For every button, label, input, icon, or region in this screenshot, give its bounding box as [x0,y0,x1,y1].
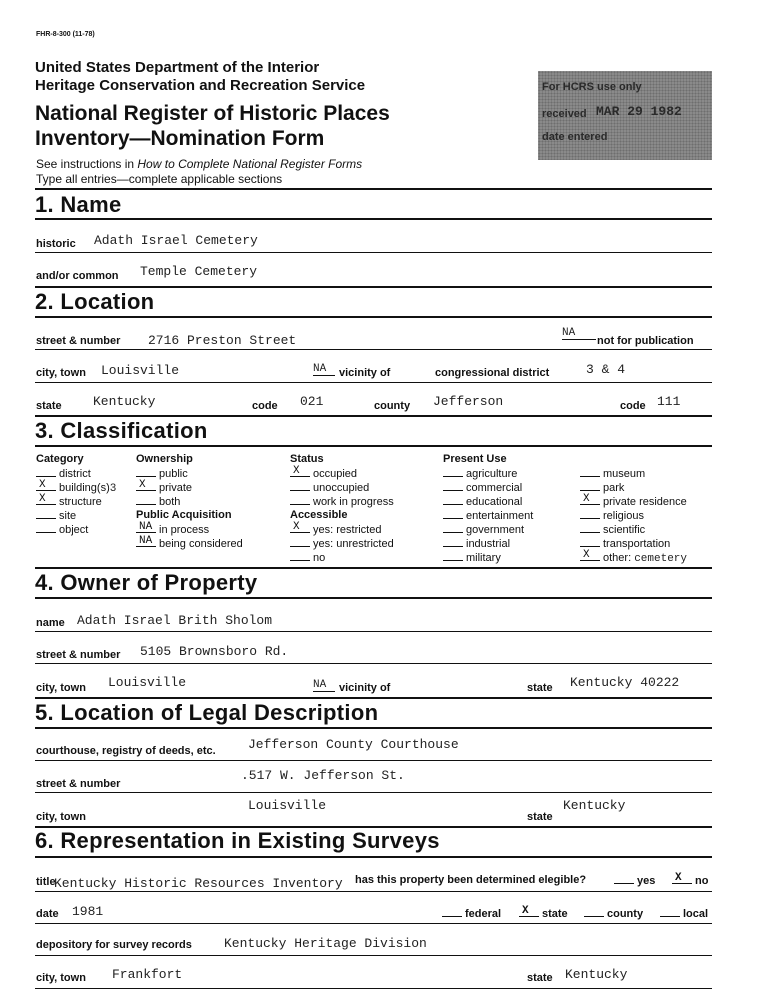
accessible-yes-restricted[interactable]: X yes: restricted [290,523,381,536]
county-field[interactable]: Jefferson [433,394,504,409]
vicinity-label: vicinity of [339,367,391,379]
agency-line-1: United States Department of the Interior [35,59,320,76]
street-number-label: street & number [36,335,121,347]
survey-state-field[interactable]: Kentucky [565,967,628,982]
status-work-in-progress[interactable]: work in progress [290,495,394,508]
form-code: FHR-8-300 (11-78) [36,31,95,38]
stamp-label: For HCRS use only [542,81,642,93]
use-park[interactable]: park [580,481,624,494]
historic-name-field[interactable]: Adath Israel Cemetery [94,233,258,248]
ownership-private[interactable]: X private [136,481,192,494]
use-other-value: cemetery [634,553,688,565]
instructions-line-1: See instructions in How to Complete National Register Forms [36,157,363,171]
city-town-field[interactable]: Louisville [101,363,180,378]
status-unoccupied[interactable]: unoccupied [290,481,369,494]
street-number-field[interactable]: 2716 Preston Street [148,333,297,348]
use-scientific[interactable]: scientific [580,523,645,536]
use-commercial[interactable]: commercial [443,481,522,494]
present-use-header: Present Use [443,453,507,465]
owner-vicinity-label: vicinity of [339,682,391,694]
survey-title-label: title [36,876,56,888]
agency-line-2: Heritage Conservation and Recreation Service [35,77,366,94]
state-code-field[interactable]: 021 [300,394,324,409]
owner-city-field[interactable]: Louisville [108,675,187,690]
public-acquisition-header: Public Acquisition [136,509,232,521]
vicinity-mark[interactable]: NA [313,363,335,376]
state-field[interactable]: Kentucky [93,394,156,409]
section-1-heading: 1. Name [35,192,122,217]
acquisition-in-process[interactable]: NA in process [136,523,209,536]
depository-field[interactable]: Kentucky Heritage Division [224,936,427,951]
survey-title-field[interactable]: Kentucky Historic Resources Inventory [54,876,343,891]
use-agriculture[interactable]: agriculture [443,467,517,480]
accessible-yes-unrestricted[interactable]: yes: unrestricted [290,537,394,550]
survey-date-label: date [36,908,59,920]
stamp-entered-label: date entered [542,131,608,143]
section-4-heading: 4. Owner of Property [35,570,258,595]
city-town-label: city, town [36,367,86,379]
congressional-district-field[interactable]: 3 & 4 [586,362,626,377]
eligible-question: has this property been determined elegible? [355,874,587,886]
legal-city-label: city, town [36,811,86,823]
category-object[interactable]: object [36,523,88,536]
survey-county[interactable]: county [584,907,643,920]
owner-city-label: city, town [36,682,86,694]
congressional-district-label: congressional district [435,367,550,379]
common-name-field[interactable]: Temple Cemetery [140,264,258,279]
use-educational[interactable]: educational [443,495,522,508]
courthouse-label: courthouse, registry of deeds, etc. [36,745,216,757]
eligible-no[interactable]: X no [672,874,708,887]
survey-state-label: state [527,972,553,984]
not-for-publication-label: not for publication [597,335,694,347]
owner-name-field[interactable]: Adath Israel Brith Sholom [77,613,273,628]
county-code-label: code [620,400,646,412]
legal-city-field[interactable]: Louisville [248,798,327,813]
legal-street-label: street & number [36,778,121,790]
use-other[interactable]: X other: cemetery [580,551,687,565]
owner-vicinity-mark[interactable]: NA [313,679,335,692]
survey-city-label: city, town [36,972,86,984]
legal-street-field[interactable]: .517 W. Jefferson St. [241,768,405,783]
owner-street-label: street & number [36,649,121,661]
category-site[interactable]: site [36,509,76,522]
status-header: Status [290,453,324,465]
hcrs-use-only-stamp [538,71,712,160]
section-6-heading: 6. Representation in Existing Surveys [35,828,440,853]
category-buildings[interactable]: X building(s)3 [36,481,116,495]
historic-label: historic [36,238,76,250]
ownership-public[interactable]: public [136,467,188,480]
owner-state-field[interactable]: Kentucky 40222 [570,675,680,690]
survey-state[interactable]: X state [519,907,568,920]
state-label: state [36,400,62,412]
stamp-received-date: MAR 29 1982 [596,104,682,119]
common-name-label: and/or common [36,270,119,282]
use-museum[interactable]: museum [580,467,645,480]
county-code-field[interactable]: 111 [657,394,681,409]
survey-date-field[interactable]: 1981 [72,904,104,919]
section-5-heading: 5. Location of Legal Description [35,700,379,725]
ownership-both[interactable]: both [136,495,180,508]
legal-state-field[interactable]: Kentucky [563,798,626,813]
stamp-received-label: received [542,108,587,120]
use-private-residence[interactable]: X private residence [580,495,687,508]
category-district[interactable]: district [36,467,91,480]
eligible-yes[interactable]: yes [614,874,655,887]
ownership-header: Ownership [136,453,193,465]
form-title-line-1: National Register of Historic Places [35,102,390,125]
form-title-line-2: Inventory—Nomination Form [35,127,325,150]
owner-state-label: state [527,682,553,694]
depository-label: depository for survey records [36,939,192,951]
use-government[interactable]: government [443,523,524,536]
county-label: county [374,400,411,412]
accessible-no[interactable]: no [290,551,325,564]
not-for-publication-mark[interactable]: NA [562,327,596,340]
acquisition-being-considered[interactable]: NA being considered [136,537,243,550]
use-entertainment[interactable]: entertainment [443,509,533,522]
section-3-heading: 3. Classification [35,418,208,443]
use-military[interactable]: military [443,551,501,564]
accessible-header: Accessible [290,509,348,521]
use-religious[interactable]: religious [580,509,644,522]
state-code-label: code [252,400,278,412]
survey-federal[interactable]: federal [442,907,501,920]
courthouse-field[interactable]: Jefferson County Courthouse [248,737,459,752]
owner-street-field[interactable]: 5105 Brownsboro Rd. [140,644,289,659]
owner-name-label: name [36,617,65,629]
use-transportation[interactable]: transportation [580,537,670,550]
category-header: Category [36,453,84,465]
legal-state-label: state [527,811,553,823]
section-2-heading: 2. Location [35,289,155,314]
instructions-line-2: Type all entries—complete applicable sections [36,172,283,186]
category-structure[interactable]: X structure [36,495,102,508]
survey-local[interactable]: local [660,907,708,920]
status-occupied[interactable]: X occupied [290,467,357,480]
survey-city-field[interactable]: Frankfort [112,967,183,982]
use-industrial[interactable]: industrial [443,537,510,550]
